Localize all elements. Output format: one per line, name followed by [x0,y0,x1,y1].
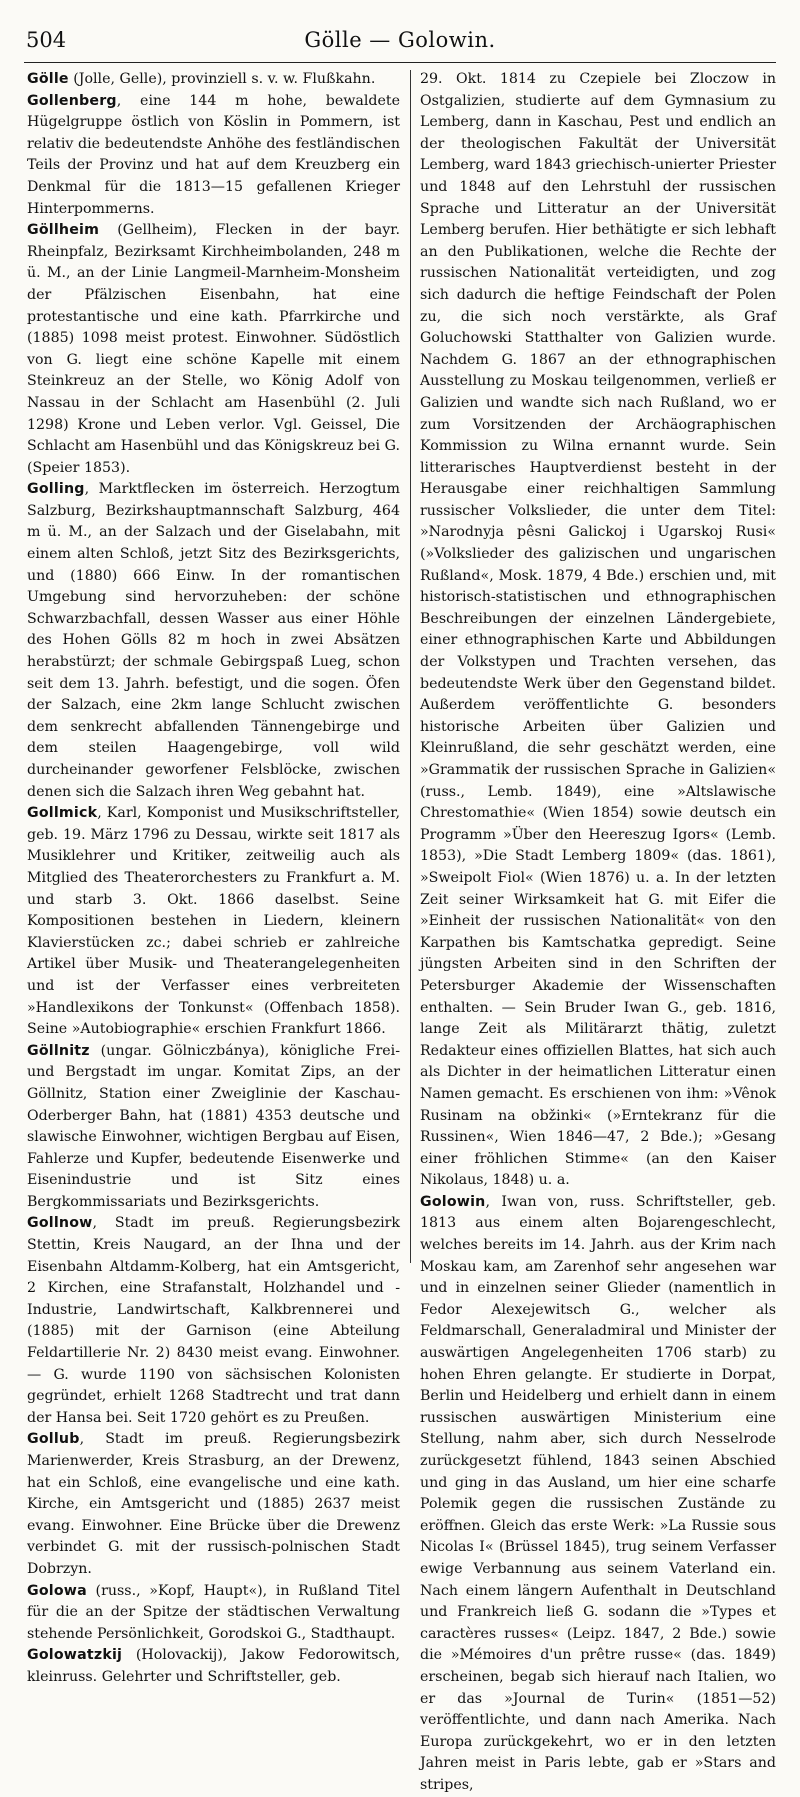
entry-text: , Marktflecken im österreich. Herzogtum Salzburg, Bezirkshauptmannschaft Salzburg, 464 m ü. M., an der Salzach und der Giselabahn, mit einem alten Schloß, jetzt Sitz des Bezirksgerichts, und (1880) 666 Einw. In der romantischen Umgebung sind hervorzuheben: der schöne Schwarzbachfall, dessen Wasser aus einer Höhle des Hohen Gölls 82 m hoch in zwei Absätzen herabstürzt; der schmale Gebirgspaß Lueg, schon seit dem 13. Jahrh. befestigt, und die sogen. Öfen der Salzach, eine 2km lange Schlucht zwischen dem senkrecht abfallenden Tännengebirge und dem steilen Haagengebirge, voll wild durcheinander geworfener Felsblöcke, zwischen denen sich die Salzach ihren Weg gebahnt hat. [27,481,400,800]
entry-text: (Holovackij), Jakow Fedorowitsch, kleinruss. Gelehrter und Schriftsteller, geb. [27,1647,400,1685]
entry-gollnow [27,1213,400,1429]
left-column [27,69,400,1685]
entry-gollub [27,1429,400,1580]
entry-goellnitz [27,1041,400,1214]
entry-gollenberg [27,91,400,221]
entry-text: (Gellheim), Flecken in der bayr. Rheinpfalz, Bezirksamt Kirchheimbolanden, 248 m ü. M., an der Linie Langmeil-Marnheim-Monsheim der Pfälzischen Eisenbahn, hat eine protestantische und eine kath. Pfarrkirche und (1885) 1098 meist protest. Einwohner. Südöstlich von G. liegt eine schöne Kapelle mit einem Steinkreuz an der Stelle, wo König Adolf von Nassau in der Schlacht am Hasenbühl (2. Juli 1298) Krone und Leben verlor. Vgl. Geissel, Die Schlacht am Hasenbühl und das Königskreuz bei G. (Speier 1853). [27,222,400,476]
page-number: 504 [26,28,67,52]
entry-golowin [420,1192,776,1797]
entry-text: (russ., »Kopf, Haupt«), in Rußland Titel für die an der Spitze der städtischen Verwaltung stehende Persönlichkeit, Gorodskoi G., Stadthaupt. [27,1582,400,1642]
entry-golowatzkij [27,1645,400,1688]
entry-text: , Stadt im preuß. Regierungsbezirk Stettin, Kreis Naugard, an der Ihna und der Eisenbahn Altdamm-Kolberg, hat ein Amtsgericht, 2 Kirchen, eine Strafanstalt, Holzhandel und -Industrie, Landwirtschaft, Kalkbrennerei und (1885) mit der Garnison (eine Abteilung Feldartillerie Nr. 2) 8430 meist evang. Einwohner. — G. wurde 1190 von sächsischen Kolonisten gegründet, erhielt 1268 Stadtrecht und trat dann der Hansa bei. Seit 1720 gehört es zu Preußen. [27,1215,400,1426]
entry-headword: Golowin [420,1193,486,1210]
column-divider [410,70,411,1263]
entry-text: , Iwan von, russ. Schriftsteller, geb. 1813 aus einem alten Bojarengeschlecht, welches bereits im 14. Jahrh. aus der Krim nach Moskau kam, am Zarenhof sehr angesehen war und in einzelnen seiner Glieder (namentlich in Fedor Alexejewitsch G., welcher als Feldmarschall, Generaladmiral und Minister der auswärtigen Angelegenheiten 1706 starb) zu hohen Ehren gelangte. Er studierte in Dorpat, Berlin und Heidelberg und erhielt dann in einem russischen auswärtigen Ministerium eine Stellung, nahm aber, sich durch Nesselrode zurückgesetzt fühlend, 1843 seinen Abschied und ging in das Ausland, um hier eine scharfe Polemik gegen die russischen Zustände zu eröffnen. Gleich das erste Werk: »La Russie sous Nicolas I« (Brüssel 1845), trug seinem Verfasser ewige Verbannung aus seinem Vaterland ein. Nach einem längern Aufenthalt in Deutschland und Frankreich ließ G. sodann die »Types et caractères russes« (Leipz. 1847, 2 Bde.) sowie die »Mémoires d'un prêtre russe« (das. 1849) erscheinen, begab sich hierauf nach Italien, wo er das »Journal de Turin« (1851—52) veröffentlichte, und dann nach Amerika. Nach Europa zurückgekehrt, wo er in den letzten Jahren meist in Paris lebte, gab er »Stars and stripes, [420,1193,776,1793]
page-header [26,28,774,58]
entry-headword: Göllheim [27,222,100,239]
entry-headword: Gollmick [27,805,98,822]
entry-headword: Gölle [27,71,69,87]
entry-headword: Gollub [27,1431,80,1448]
header-rule [24,62,776,63]
entry-golowa [27,1581,400,1646]
entry-golling [27,479,400,803]
entry-text: , eine 144 m hohe, bewaldete Hügelgruppe östlich von Köslin in Pommern, ist relativ die bedeutendste Anhöhe des festländischen Teils der Provinz und hat auf dem Kreuzberg ein Denkmal für die 1813—15 gefallenen Krieger Hinterpommerns. [27,92,400,217]
running-title: Gölle — Golowin. [304,28,496,52]
entry-text: (ungar. Gölniczbánya), königliche Frei- und Bergstadt im ungar. Komitat Zips, an der Göllnitz, Station einer Zweiglinie der Kaschau-Oderberger Bahn, hat (1881) 4353 deutsche und slawische Einwohner, wichtigen Bergbau auf Eisen, Fahlerze und Kupfer, bedeutende Eisenwerke und Eisenindustrie und ist Sitz eines Bergkommissariats und Bezirksgerichts. [27,1042,400,1210]
entry-text: , Karl, Komponist und Musikschriftsteller, geb. 19. März 1796 zu Dessau, wirkte seit 1817 als Musiklehrer und Kritiker, zeitweilig auch als Mitglied des Theaterorchesters zu Frankfurt a. M. und starb 3. Okt. 1866 daselbst. Seine Kompositionen bestehen in Liedern, kleinern Klavierstücken zc.; dabei schrieb er zahlreiche Artikel über Musik- und Theaterangelegenheiten und ist der Verfasser eines verbreiteten »Handlexikons der Tonkunst« (Offenbach 1858). Seine »Autobiographie« erschien Frankfurt 1866. [27,805,400,1038]
entry-headword: Golowa [27,1582,87,1599]
entry-headword: Golling [27,481,85,498]
right-column [420,69,776,1793]
entry-golowatzkij-continued [420,69,776,1192]
entry-text: , Stadt im preuß. Regierungsbezirk Marienwerder, Kreis Strasburg, an der Drewenz, hat ein Schloß, eine evangelische und eine kath. Kirche, ein Amtsgericht und (1885) 2637 meist evang. Einwohner. Eine Brücke über die Drewenz verbindet G. mit der russisch-polnischen Stadt Dobrzyn. [27,1431,400,1577]
entry-text: 29. Okt. 1814 zu Czepiele bei Zloczow in Ostgalizien, studierte auf dem Gymnasium zu Lemberg, dann in Kaschau, Pest und endlich an der theologischen Fakultät der Universität Lemberg, ward 1843 griechisch-unierter Priester und 1848 auf den Lehrstuhl der russischen Sprache und Litteratur an der Universität Lemberg berufen. Hier bethätigte er sich lebhaft an den Publikationen, welche die Rechte der russischen Nationalität verteidigten, und zog sich dadurch die heftige Feindschaft der Polen zu, die sich noch verstärkte, als Graf Goluchowski Statthalter von Galizien wurde. Nachdem G. 1867 an der ethnographischen Ausstellung zu Moskau teilgenommen, verließ er Galizien und wandte sich nach Rußland, wo er zum Vorsitzenden der Archäographischen Kommission zu Wilna ernannt wurde. Sein litterarisches Hauptverdienst besteht in der Herausgabe einer reichhaltigen Sammlung russischer Volkslieder, die unter dem Titel: »Narodnyja pêsni Galickoj i Ugarskoj Rusi« (»Volkslieder des galizischen und ungarischen Rußland«, Mosk. 1879, 4 Bde.) erschien und, mit historisch-statistischen und ethnographischen Beschreibungen der einzelnen Ländergebiete, einer ethnographischen Karte und Abbildungen der Volkstypen und Trachten versehen, das bedeutendste Werk über den Gegenstand bildet. Außerdem veröffentlichte G. besonders historische Arbeiten über Galizien und Kleinrußland, die sehr geschätzt werden, eine »Grammatik der russischen Sprache in Galizien« (russ., Lemb. 1849), eine »Altslawische Chrestomathie« (Wien 1854) sowie deutsch ein Programm »Über den Heereszug Igors« (Lemb. 1853), »Die Stadt Lemberg 1809« (das. 1861), »Sweipolt Fiol« (Wien 1876) u. a. In der letzten Zeit seiner Wirksamkeit hat G. mit Eifer die »Einheit der russischen Nationalität« von den Karpathen bis Kamtschatka gepredigt. Seine jüngsten Arbeiten sind in den Schriften der Petersburger Akademie der Wissenschaften enthalten. — Sein Bruder Iwan G., geb. 1816, lange Zeit als Militärarzt thätig, zuletzt Redakteur eines offiziellen Blattes, hat sich auch als Dichter in der heimatlichen Litteratur einen Namen gemacht. Es erschienen von ihm: »Vênok Rusinam na obžinki« (»Erntekranz für die Russinen«, Wien 1846—47, 2 Bde.); »Gesang einer fröhlichen Stimme« (an den Kaiser Nikolaus, 1848) u. a. [420,71,776,1189]
entry-headword: Gollenberg [27,92,117,109]
entry-headword: Göllnitz [27,1042,90,1059]
entry-headword: Gollnow [27,1215,93,1232]
entry-goellheim [27,220,400,479]
entry-goelle [27,69,400,91]
entry-headword: Golowatzkij [27,1647,123,1664]
entry-text: (Jolle, Gelle), provinziell s. v. w. Flußkahn. [68,71,376,87]
entry-gollmick [27,803,400,1041]
